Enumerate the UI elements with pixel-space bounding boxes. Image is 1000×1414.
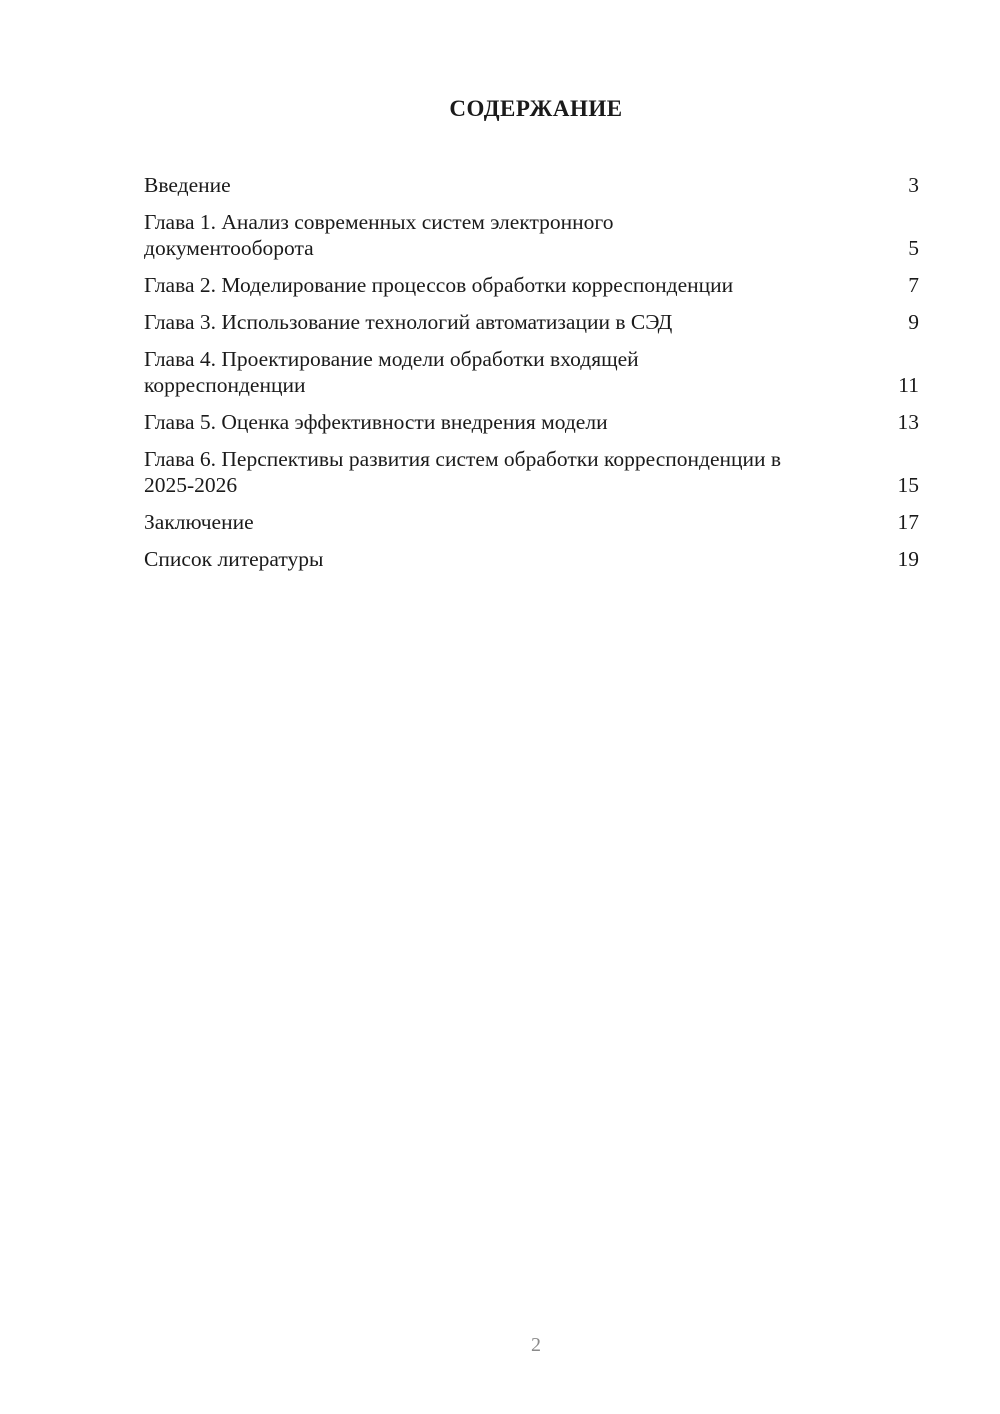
table-of-contents	[144, 172, 919, 583]
toc-entry-page: 5	[908, 236, 919, 260]
toc-entry-text: Глава 5. Оценка эффективности внедрения модели	[144, 410, 608, 434]
toc-entry-page: 17	[897, 510, 919, 534]
toc-entry-page: 7	[908, 273, 919, 297]
toc-entry-chapter-4	[144, 346, 919, 398]
toc-entry-chapter-3	[144, 309, 919, 335]
page-number: 2	[531, 1334, 541, 1356]
toc-entry-page: 19	[897, 547, 919, 571]
toc-entry-page: 3	[908, 173, 919, 197]
toc-entry-text: Заключение	[144, 510, 254, 534]
toc-entry-text: Глава 1. Анализ современных систем электронного документооборота	[144, 210, 614, 260]
toc-entry-introduction	[144, 172, 919, 198]
toc-entry-text: Глава 4. Проектирование модели обработки входящей корреспонденции	[144, 347, 639, 397]
toc-entry-page: 9	[908, 310, 919, 334]
toc-entry-chapter-2	[144, 272, 919, 298]
toc-entry-page: 13	[897, 410, 919, 434]
toc-entry-text: Глава 2. Моделирование процессов обработки корреспонденции	[144, 273, 734, 297]
toc-entry-page: 15	[897, 473, 919, 497]
toc-entry-text: Список литературы	[144, 547, 324, 571]
toc-entry-text: Глава 6. Перспективы развития систем обработки корреспонденции в 2025-2026	[144, 447, 782, 497]
page-title: СОДЕРЖАНИЕ	[449, 96, 623, 121]
toc-entry-chapter-6	[144, 446, 919, 498]
toc-entry-page: 11	[898, 373, 919, 397]
toc-entry-chapter-1	[144, 209, 919, 261]
toc-entry-text: Введение	[144, 173, 231, 197]
toc-entry-conclusion	[144, 509, 919, 535]
toc-entry-text: Глава 3. Использование технологий автоматизации в СЭД	[144, 310, 673, 334]
toc-entry-chapter-5	[144, 409, 919, 435]
toc-entry-references	[144, 546, 919, 572]
